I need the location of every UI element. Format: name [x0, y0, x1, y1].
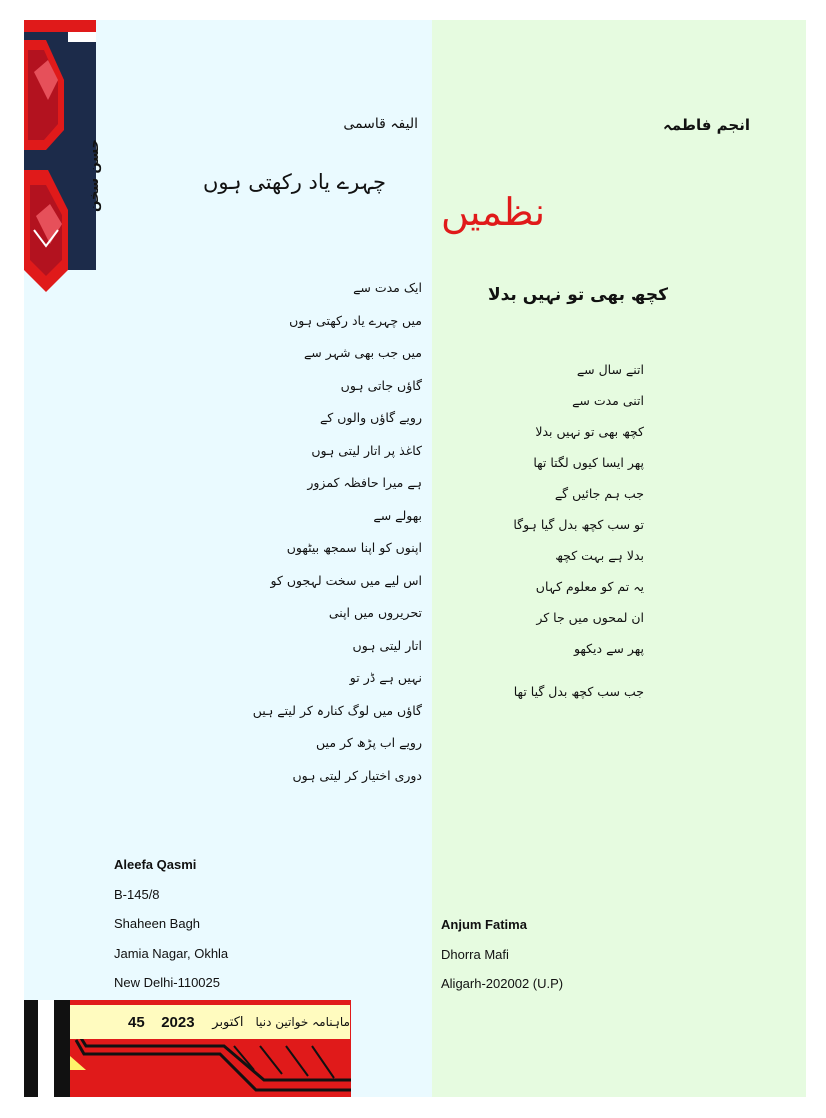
verse-line: ان لمحوں میں جا کر — [536, 610, 644, 625]
poem-title-left: چہرے یاد رکھتی ہوں — [202, 170, 386, 194]
column-caption-text: حسن سخن — [86, 138, 102, 212]
poem-right-verses — [513, 354, 644, 707]
poet-address-right — [441, 910, 563, 999]
verse-line: پھر ایسا کیوں لگتا تھا — [533, 455, 644, 470]
poem-left-verses — [253, 272, 422, 792]
verse-line: تو سب کچھ بدل گیا ہوگا — [513, 517, 644, 532]
verse-line: تحریروں میں اپنی — [328, 605, 422, 620]
verse-line: رویے گاؤں والوں کے — [319, 410, 422, 425]
verse-line: یہ تم کو معلوم کہاں — [535, 579, 644, 594]
verse-line: اس لیے میں سخت لہجوں کو — [270, 572, 422, 588]
address-line: New Delhi-110025 — [114, 975, 220, 991]
issue-year: 2023 — [161, 1013, 195, 1031]
verse-line: ہے میرا حافظہ کمزور — [307, 475, 422, 490]
verse-line: بدلا ہے بہت کچھ — [555, 548, 644, 563]
section-heading: نظمیں — [440, 190, 546, 234]
poet-name-right: انجم فاطمہ — [663, 116, 750, 134]
verse-line: ایک مدت سے — [353, 280, 422, 295]
verse-line: گاؤں میں لوگ کنارہ کر لیتے ہیں — [252, 702, 422, 718]
verse-line: میں جب بھی شہر سے — [303, 345, 422, 360]
verse-line: دوری اختیار کر لیتی ہوں — [292, 767, 422, 783]
column-caption — [74, 140, 114, 210]
address-name: Anjum Fatima — [441, 917, 527, 932]
verse-line: بھولے سے — [373, 507, 422, 523]
magazine-name: ماہنامہ خواتین دنیا — [255, 1015, 350, 1029]
address-line: Aligarh-202002 (U.P) — [441, 976, 564, 992]
verse-line: اتنے سال سے — [576, 362, 644, 377]
verse-line: پھر سے دیکھو — [573, 641, 644, 656]
verse-line: اتار لیتی ہوں — [352, 637, 422, 653]
verse-line: اپنوں کو اپنا سمجھ بیٹھوں — [286, 540, 422, 555]
verse-line: کچھ بھی تو نہیں بدلا — [535, 424, 644, 439]
verse-line: میں چہرے یاد رکھتی ہوں — [289, 312, 422, 328]
verse-line: جب ہم جائیں گے — [554, 486, 644, 501]
address-line: B-145/8 — [114, 886, 160, 902]
poet-name-left: الیفہ قاسمی — [343, 116, 418, 132]
poet-address-left — [114, 850, 228, 998]
verse-line: گاؤں جاتی ہوں — [340, 377, 422, 393]
address-line: Dhorra Mafi — [441, 946, 509, 962]
issue-month: اکتوبر — [212, 1014, 244, 1030]
verse-line: اتنی مدت سے — [572, 393, 644, 408]
poem-title-right: کچھ بھی تو نہیں بدلا — [487, 285, 668, 305]
address-name: Aleefa Qasmi — [114, 857, 197, 872]
page-number: 45 — [128, 1013, 145, 1031]
footer-bar — [70, 1005, 350, 1039]
address-line: Jamia Nagar, Okhla — [114, 945, 229, 961]
address-line: Shaheen Bagh — [114, 916, 201, 932]
verse-line: رویے اب پڑھ کر میں — [316, 735, 422, 750]
verse-line: نہیں ہے ڈر تو — [349, 670, 422, 685]
verse-line: کاغذ پر اتار لیتی ہوں — [311, 442, 422, 458]
verse-line: جب سب کچھ بدل گیا تھا — [513, 684, 644, 699]
